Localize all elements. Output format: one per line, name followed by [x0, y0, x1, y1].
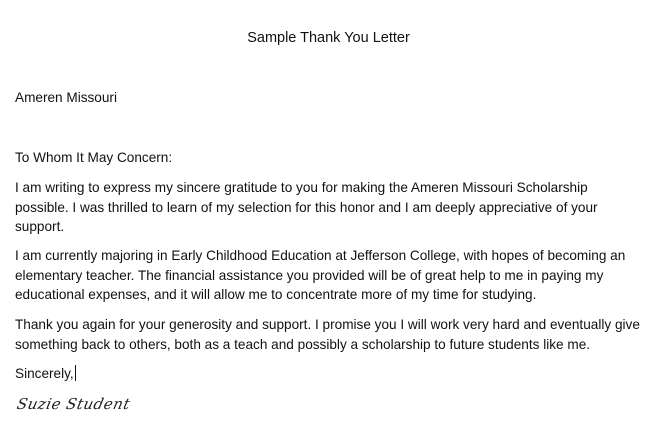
paragraph-3-line-1: Thank you again for your generosity and support. I promise you I will work very hard and eventually give — [15, 317, 640, 332]
paragraph-1-line-3: support. — [15, 219, 65, 234]
paragraph-2 — [15, 246, 645, 305]
closing-line — [15, 364, 645, 384]
paragraph-3 — [15, 315, 645, 354]
paragraph-3-line-2: something back to others, both as a teach and possibly a scholarship to future students like me. — [15, 336, 591, 352]
text-cursor — [75, 365, 76, 381]
letter-title: Sample Thank You Letter — [247, 30, 410, 46]
paragraph-2-line-3: educational expenses, and it will allow me to concentrate more of my time for studying. — [15, 287, 537, 302]
paragraph-1-line-2: possible. I was thrilled to learn of my selection for this honor and I am deeply appreciative of your — [15, 199, 598, 215]
paragraph-2-line-2: elementary teacher. The financial assistance you provided will be of great help to me in paying my — [15, 267, 604, 283]
paragraph-1-line-1: I am writing to express my sincere gratitude to you for making the Ameren Missouri Scholarship — [15, 180, 588, 195]
paragraph-1 — [15, 178, 645, 237]
salutation-line: To Whom It May Concern: — [15, 150, 173, 165]
closing-text: Sincerely, — [15, 366, 74, 381]
handwritten-signature: Suzie Student — [15, 395, 132, 413]
paragraph-2-line-1: I am currently majoring in Early Childhood Education at Jefferson College, with hopes of becoming an — [15, 248, 626, 263]
recipient-line: Ameren Missouri — [15, 90, 117, 105]
